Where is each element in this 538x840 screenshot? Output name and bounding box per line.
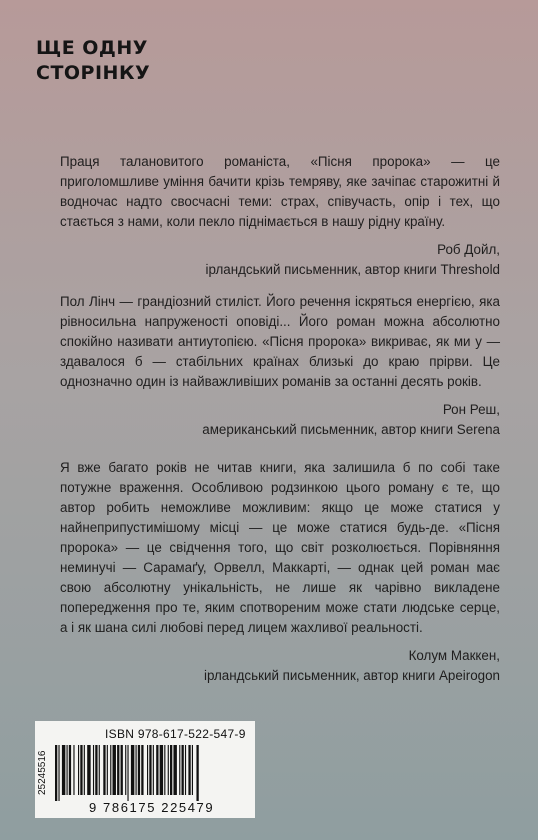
barcode-bar <box>84 745 85 795</box>
ean-digits: 9 786175 225479 <box>89 800 215 815</box>
barcode-bar <box>179 745 180 795</box>
barcode-bar <box>168 745 169 795</box>
author-name: Рон Реш, <box>442 402 500 417</box>
barcode-bar <box>73 745 74 795</box>
barcode-bar <box>173 745 176 795</box>
barcode-bar <box>147 745 148 795</box>
barcode-bar <box>156 745 158 795</box>
barcode-bar <box>131 745 134 795</box>
logo-line-2: СТОРІНКУ <box>36 62 151 84</box>
quote-block-3 <box>60 458 500 686</box>
barcode-bar <box>103 745 105 795</box>
barcode-bar <box>107 745 108 795</box>
barcode-bar <box>95 745 97 795</box>
barcode-bar <box>110 745 111 795</box>
barcode-bar <box>188 745 190 795</box>
barcode-bar <box>69 745 71 795</box>
barcode-bar <box>87 745 90 795</box>
barcode-bar <box>164 745 165 795</box>
barcode-bar <box>185 745 186 795</box>
barcode-bar <box>121 745 123 795</box>
barcode-bar <box>136 745 137 795</box>
barcode-bar <box>125 745 126 795</box>
author-name: Колум Маккен, <box>408 648 500 663</box>
barcode-bar <box>78 745 79 795</box>
barcode-bar <box>192 745 193 795</box>
author-description: американський письменник, автор книги Serena <box>202 422 500 437</box>
logo-line-1: ЩЕ ОДНУ <box>36 37 148 59</box>
quote-text: Я вже багато років не читав книги, яка залишила б по собі таке потужне враження. Особливою родзинкою цього роману є те, що автор робить неможливе можливим: якщо це може статися у найнеприпустимішому місці — це може статися будь-де. «Пісня пророка» — це свідчення того, що світ розколюється. Порівняння неминучі — Сарамаґу, Орвелл, Маккарті, — однак цей роман має свою абсолютну унікальність, не лише як чарівно викладене попередження про те, яким спотвореним може стати людське серце, а і як шана силі любові перед лицем жахливої реальності. <box>60 460 500 635</box>
quote-author <box>60 400 500 440</box>
blurbs <box>60 152 500 686</box>
barcode-bar <box>93 745 94 795</box>
author-name: Роб Дойл, <box>437 242 500 257</box>
barcode-side-digits: 25245516 <box>37 750 48 796</box>
barcode-bar <box>99 745 100 795</box>
barcode-bar <box>62 745 65 795</box>
barcode-bar <box>80 745 82 795</box>
barcode-bar <box>182 745 184 795</box>
quote-author <box>60 646 500 686</box>
barcode-bar <box>153 745 154 795</box>
barcode-bar <box>113 745 116 795</box>
barcode-label <box>35 721 255 818</box>
isbn-number: ISBN 978-617-522-547-9 <box>105 727 246 741</box>
quote-block-2 <box>60 292 500 440</box>
barcode-bar <box>138 745 140 795</box>
barcode-bar <box>141 745 143 795</box>
barcode-bar <box>58 745 59 801</box>
quote-text: Праця талановитого романіста, «Пісня пророка» — це приголомшливе уміння бачити крізь темряву, яке зачіпає старожитні й водночас надто свосчасні теми: страх, співучасть, опір і тех, що стається з нами, коли пекло піднімається в нашу рідну країну. <box>60 154 500 229</box>
barcode-bars <box>41 745 249 801</box>
author-description: ірландський письменник, автор книги Apeirogon <box>204 668 500 683</box>
barcode-bar <box>127 745 128 801</box>
barcode-bar <box>196 745 198 801</box>
publisher-logo <box>36 36 151 86</box>
quote-author <box>60 240 500 280</box>
author-description: ірландський письменник, автор книги Threshold <box>205 262 500 277</box>
quote-block-1 <box>60 152 500 280</box>
barcode-bar <box>55 745 57 801</box>
barcode-bar <box>160 745 163 795</box>
barcode-bar <box>149 745 151 795</box>
barcode-bar <box>117 745 119 795</box>
barcode-bar <box>67 745 68 795</box>
barcode-bar <box>170 745 172 795</box>
quote-text: Пол Лінч — грандіозний стиліст. Його речення іскряться енергією, яка рівносильна напруженості оповіді... Його роман можна абсолютно спокійно називати антиутопією. «Пісня пророка» викриває, як ми у — здавалося б — стабільних країнах близькі до краю прірви. Це однозначно один із найважливіших романів за останні десять років. <box>60 294 500 389</box>
